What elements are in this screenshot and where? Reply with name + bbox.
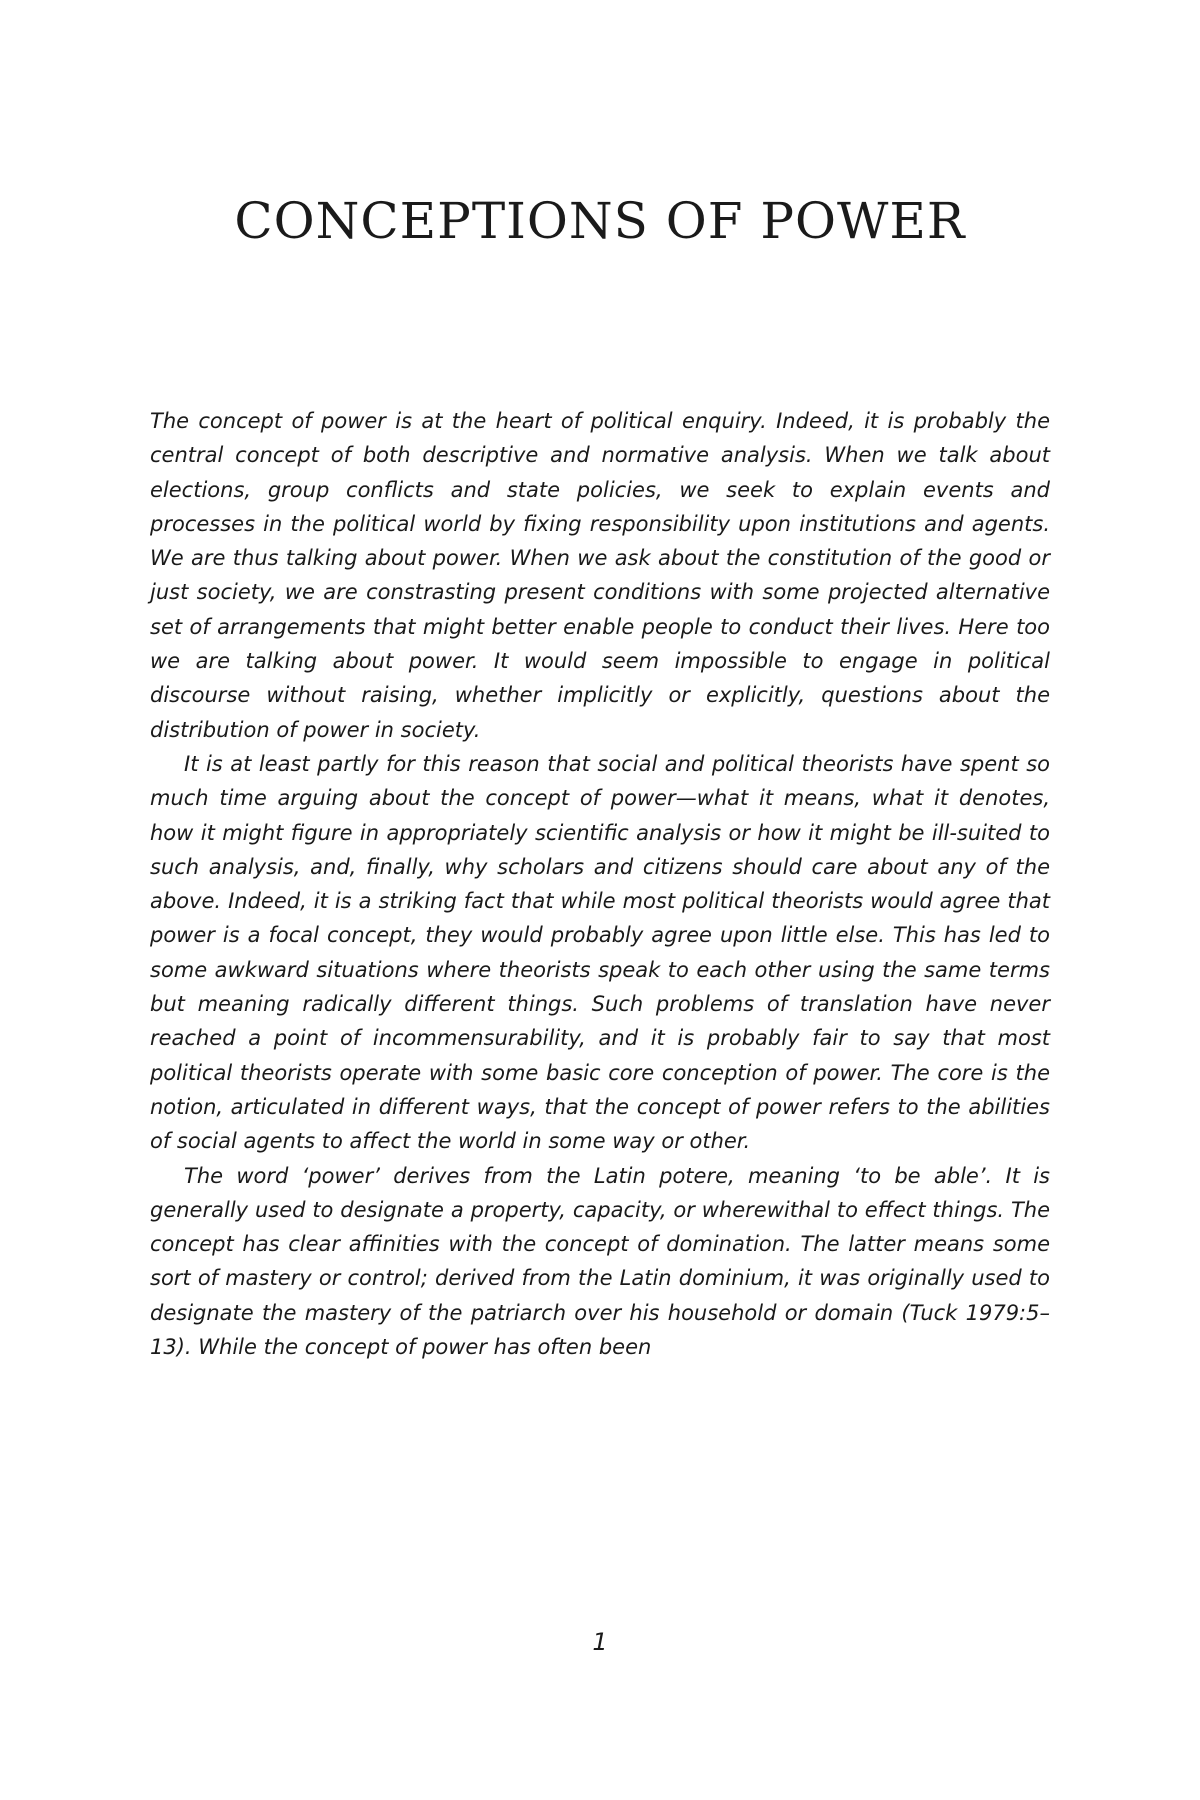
chapter-body bbox=[150, 404, 1050, 1364]
page-number: 1 bbox=[592, 1628, 608, 1656]
paragraph-1: The concept of power is at the heart of political enquiry. Indeed, it is probably the central concept of both descriptive and normative analysis. When we talk about elections, group conflicts and state policies, we seek to explain events and processes in the political world by fixing responsibility upon institutions and agents. We are thus talking about power. When we ask about the constitution of the good or just society, we are constrasting present conditions with some projected alternative set of arrangements that might better enable people to conduct their lives. Here too we are talking about power. It would seem impossible to engage in political discourse without raising, whether implicitly or explicitly, questions about the distribution of power in society. bbox=[150, 409, 1050, 742]
chapter-title: CONCEPTIONS OF POWER bbox=[234, 192, 966, 250]
paragraph-2: It is at least partly for this reason that social and political theorists have spent so much time arguing about the concept of power—what it means, what it denotes, how it might figure in appropriately scientific analysis or how it might be ill-suited to such analysis, and, finally, why scholars and citizens should care about any of the above. Indeed, it is a striking fact that while most political theorists would agree that power is a focal concept, they would probably agree upon little else. This has led to some awkward situations where theorists speak to each other using the same terms but meaning radically different things. Such problems of translation have never reached a point of incommensurability, and it is probably fair to say that most political theorists operate with some basic core conception of power. The core is the notion, articulated in different ways, that the concept of power refers to the abilities of social agents to affect the world in some way or other. bbox=[150, 751, 1050, 1154]
paragraph-3: The word ‘power’ derives from the Latin potere, meaning ‘to be able’. It is generally used to designate a property, capacity, or wherewithal to effect things. The concept has clear affinities with the concept of domination. The latter means some sort of mastery or control; derived from the Latin dominium, it was originally used to designate the mastery of the patriarch over his household or domain (Tuck 1979:5–13). While the concept of power has often been bbox=[150, 1163, 1050, 1360]
